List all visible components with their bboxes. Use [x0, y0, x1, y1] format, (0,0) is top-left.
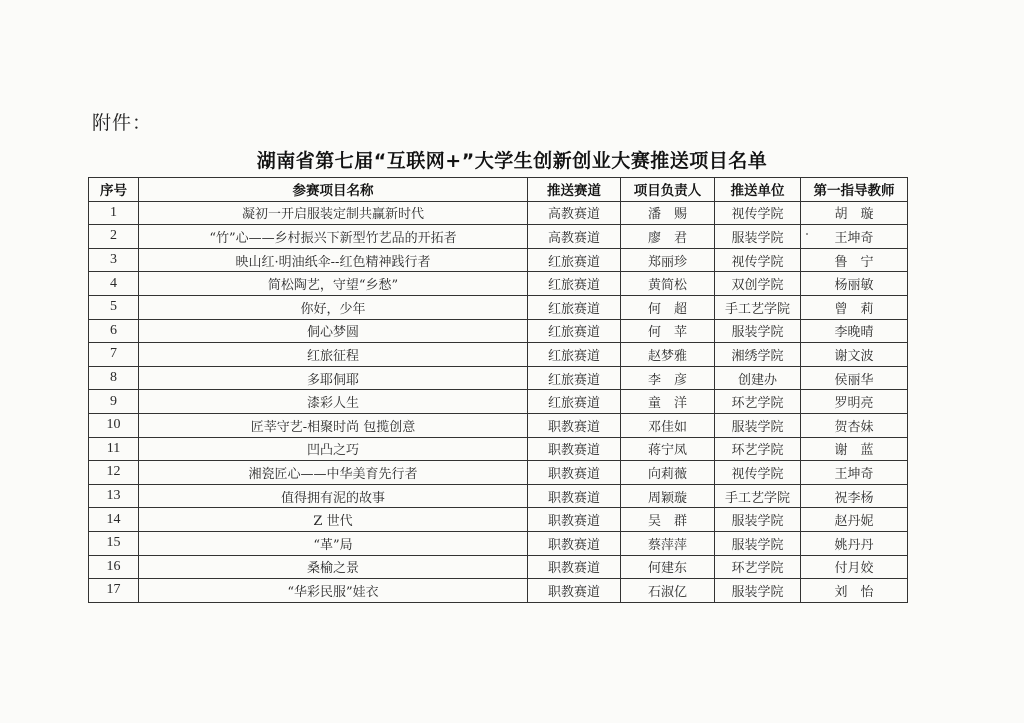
cell-no: 7 — [89, 343, 139, 367]
cell-project-name: “华彩民服”娃衣 — [139, 579, 528, 603]
cell-track: 红旅赛道 — [528, 366, 621, 390]
table-row — [89, 225, 908, 249]
cell-track: 红旅赛道 — [528, 248, 621, 272]
cell-track: 职教赛道 — [528, 531, 621, 555]
attachment-label: 附件： — [92, 112, 153, 134]
table-header-row — [89, 178, 908, 202]
cell-track: 职教赛道 — [528, 555, 621, 579]
cell-advisor: 谢 蓝 — [801, 437, 908, 461]
cell-project-name: Z 世代 — [139, 508, 528, 532]
cell-leader: 赵梦雅 — [621, 343, 715, 367]
table-body — [89, 201, 908, 602]
table-row — [89, 248, 908, 272]
cell-unit: 服装学院 — [715, 579, 801, 603]
cell-advisor: 王坤奇 — [801, 461, 908, 485]
cell-unit: 视传学院 — [715, 461, 801, 485]
cell-advisor: 胡 璇 — [801, 201, 908, 225]
cell-unit: 环艺学院 — [715, 390, 801, 414]
cell-project-name: 红旅征程 — [139, 343, 528, 367]
cell-unit: 手工艺学院 — [715, 484, 801, 508]
table-row — [89, 461, 908, 485]
cell-advisor: 祝李杨 — [801, 484, 908, 508]
cell-no: 16 — [89, 555, 139, 579]
cell-unit: 创建办 — [715, 366, 801, 390]
cell-track: 高教赛道 — [528, 225, 621, 249]
cell-project-name: 漆彩人生 — [139, 390, 528, 414]
cell-unit: 服装学院 — [715, 531, 801, 555]
table-row — [89, 272, 908, 296]
cell-advisor: 付月姣 — [801, 555, 908, 579]
column-header-no: 序号 — [89, 178, 139, 202]
cell-no: 9 — [89, 390, 139, 414]
cell-unit: 双创学院 — [715, 272, 801, 296]
cell-no: 5 — [89, 295, 139, 319]
cell-track: 职教赛道 — [528, 508, 621, 532]
cell-advisor: 贺杏妹 — [801, 413, 908, 437]
cell-no: 6 — [89, 319, 139, 343]
table-row — [89, 343, 908, 367]
cell-unit: 服装学院 — [715, 319, 801, 343]
column-header-track: 推送赛道 — [528, 178, 621, 202]
cell-leader: 李 彦 — [621, 366, 715, 390]
cell-leader: 童 洋 — [621, 390, 715, 414]
project-table — [88, 177, 908, 603]
cell-advisor: 侯丽华 — [801, 366, 908, 390]
cell-leader: 潘 赐 — [621, 201, 715, 225]
cell-leader: 蒋宁凤 — [621, 437, 715, 461]
table-row — [89, 319, 908, 343]
cell-no: 3 — [89, 248, 139, 272]
table-row — [89, 201, 908, 225]
cell-advisor: 鲁 宁 — [801, 248, 908, 272]
document-title: 湖南省第七届“互联网+”大学生创新创业大赛推送项目名单 — [256, 150, 768, 172]
cell-no: 8 — [89, 366, 139, 390]
table-row — [89, 579, 908, 603]
cell-leader: 何 苹 — [621, 319, 715, 343]
cell-unit: 环艺学院 — [715, 555, 801, 579]
table-row — [89, 508, 908, 532]
cell-no: 2 — [89, 225, 139, 249]
cell-project-name: 简松陶艺，守望“乡愁” — [139, 272, 528, 296]
table-row — [89, 484, 908, 508]
table-row — [89, 437, 908, 461]
cell-project-name: 匠莘守艺-相聚时尚 包揽创意 — [139, 413, 528, 437]
cell-track: 红旅赛道 — [528, 390, 621, 414]
cell-unit: 服装学院 — [715, 508, 801, 532]
cell-no: 12 — [89, 461, 139, 485]
cell-project-name: 桑榆之景 — [139, 555, 528, 579]
cell-no: 1 — [89, 201, 139, 225]
cell-leader: 石淑亿 — [621, 579, 715, 603]
table-row — [89, 555, 908, 579]
column-header-leader: 项目负责人 — [621, 178, 715, 202]
cell-project-name: 凝初一开启服装定制共赢新时代 — [139, 201, 528, 225]
cell-no: 13 — [89, 484, 139, 508]
table-row — [89, 413, 908, 437]
cell-project-name: “革”局 — [139, 531, 528, 555]
cell-leader: 邓佳如 — [621, 413, 715, 437]
cell-track: 职教赛道 — [528, 413, 621, 437]
table-row — [89, 390, 908, 414]
cell-track: 红旅赛道 — [528, 295, 621, 319]
cell-advisor: 王坤奇 — [801, 225, 908, 249]
cell-project-name: 侗心梦圆 — [139, 319, 528, 343]
cell-advisor: 谢文波 — [801, 343, 908, 367]
cell-advisor: 杨丽敏 — [801, 272, 908, 296]
cell-no: 10 — [89, 413, 139, 437]
cell-leader: 何 超 — [621, 295, 715, 319]
cell-leader: 吴 群 — [621, 508, 715, 532]
cell-project-name: 多耶侗耶 — [139, 366, 528, 390]
cell-project-name: 映山红·明油纸伞--红色精神践行者 — [139, 248, 528, 272]
cell-track: 高教赛道 — [528, 201, 621, 225]
table-row — [89, 295, 908, 319]
cell-no: 14 — [89, 508, 139, 532]
cell-advisor: 罗明亮 — [801, 390, 908, 414]
column-header-project-name: 参赛项目名称 — [139, 178, 528, 202]
cell-project-name: 值得拥有泥的故事 — [139, 484, 528, 508]
table-row — [89, 531, 908, 555]
cell-project-name: 你好，少年 — [139, 295, 528, 319]
cell-track: 红旅赛道 — [528, 319, 621, 343]
cell-no: 17 — [89, 579, 139, 603]
cell-track: 职教赛道 — [528, 437, 621, 461]
table-row — [89, 366, 908, 390]
cell-track: 红旅赛道 — [528, 343, 621, 367]
cell-track: 职教赛道 — [528, 461, 621, 485]
cell-leader: 郑丽珍 — [621, 248, 715, 272]
cell-leader: 周颖璇 — [621, 484, 715, 508]
cell-track: 职教赛道 — [528, 579, 621, 603]
cell-advisor: 刘 怡 — [801, 579, 908, 603]
cell-advisor: 曾 莉 — [801, 295, 908, 319]
cell-advisor: 李晚晴 — [801, 319, 908, 343]
cell-leader: 廖 君 — [621, 225, 715, 249]
cell-project-name: “竹”心——乡村振兴下新型竹艺品的开拓者 — [139, 225, 528, 249]
cell-advisor: 赵丹妮 — [801, 508, 908, 532]
cell-no: 4 — [89, 272, 139, 296]
column-header-unit: 推送单位 — [715, 178, 801, 202]
cell-unit: 视传学院 — [715, 201, 801, 225]
cell-leader: 何建东 — [621, 555, 715, 579]
cell-no: 15 — [89, 531, 139, 555]
cell-advisor: 姚丹丹 — [801, 531, 908, 555]
cell-no: 11 — [89, 437, 139, 461]
cell-unit: 湘绣学院 — [715, 343, 801, 367]
cell-unit: 环艺学院 — [715, 437, 801, 461]
cell-unit: 服装学院 — [715, 225, 801, 249]
column-header-advisor: 第一指导教师 — [801, 178, 908, 202]
cell-track: 红旅赛道 — [528, 272, 621, 296]
cell-leader: 蔡萍萍 — [621, 531, 715, 555]
cell-unit: 手工艺学院 — [715, 295, 801, 319]
cell-leader: 向莉薇 — [621, 461, 715, 485]
cell-project-name: 湘瓷匠心——中华美育先行者 — [139, 461, 528, 485]
cell-leader: 黄简松 — [621, 272, 715, 296]
cell-track: 职教赛道 — [528, 484, 621, 508]
cell-unit: 服装学院 — [715, 413, 801, 437]
cell-project-name: 凹凸之巧 — [139, 437, 528, 461]
cell-unit: 视传学院 — [715, 248, 801, 272]
